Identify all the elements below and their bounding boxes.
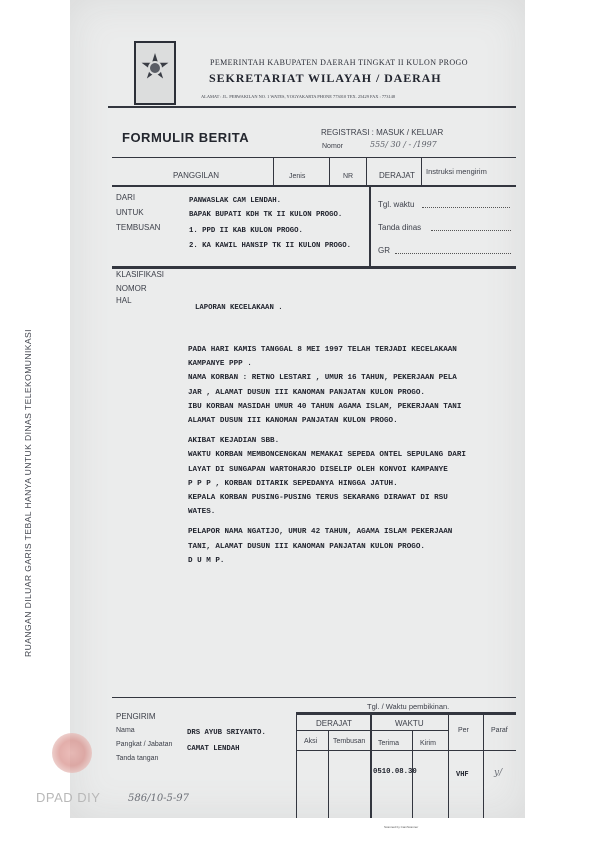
tembusan-header: Tembusan <box>333 738 366 745</box>
message-line: ALAMAT DUSUN III KANOMAN PANJATAN KULON PROGO. <box>188 417 398 426</box>
hal-value: LAPORAN KECELAKAAN . <box>195 304 283 312</box>
registrasi-label: REGISTRASI : MASUK / KELUAR <box>321 128 444 137</box>
handwritten-date: 586/10-5-97 <box>128 793 190 804</box>
message-line: AKIBAT KEJADIAN SBB. <box>188 437 280 446</box>
nomor-label: Nomor <box>322 143 344 150</box>
paraf-value: y/ <box>494 768 503 778</box>
tgl-waktu-label: Tgl. waktu <box>378 200 415 209</box>
col-nr: NR <box>343 173 354 180</box>
message-line: WATES. <box>188 508 216 517</box>
sender-position: CAMAT LENDAH <box>187 745 240 753</box>
nama-label: Nama <box>116 727 135 734</box>
tembusan-item-1: 1. PPD II KAB KULON PROGO. <box>189 227 303 235</box>
col-panggilan: PANGGILAN <box>173 171 220 180</box>
col-derajat: DERAJAT <box>379 171 415 180</box>
watermark: DPAD DIY <box>36 790 101 805</box>
terima-header: Terima <box>378 740 400 747</box>
message-line: LAYAT DI SUNGAPAN WARTOHARJO DISELIP OLEH KONVOI KAMPANYE <box>188 465 448 474</box>
kirim-header: Kirim <box>420 740 436 747</box>
regency-emblem-icon <box>134 41 176 105</box>
nomor-value: 555/ 30 / - /1997 <box>370 140 437 149</box>
message-line: D U M P. <box>188 556 225 565</box>
derajat-header: DERAJAT <box>316 719 352 728</box>
waktu-header: WAKTU <box>395 719 424 728</box>
message-line: IBU KORBAN MASIDAH UMUR 40 TAHUN AGAMA ISLAM, PEKERJAAN TANI <box>188 402 462 411</box>
sender-name: DRS AYUB SRIYANTO. <box>187 729 266 737</box>
dari-value: PANWASLAK CAM LENDAH. <box>189 197 281 205</box>
message-line: KEPALA KORBAN PUSING-PUSING TERUS SEKARANG DIRAWAT DI RSU <box>188 494 448 503</box>
pangkat-label: Pangkat / Jabatan <box>116 741 173 748</box>
message-line: PADA HARI KAMIS TANGGAL 8 MEI 1997 TELAH TERJADI KECELAKAAN <box>188 346 457 354</box>
message-line: TANI, ALAMAT DUSUN III KANOMAN PANJATAN KULON PROGO. <box>188 542 425 551</box>
message-line: P P P , KORBAN DITARIK SEPEDANYA HINGGA JATUH. <box>188 479 398 488</box>
tembusan-label: TEMBUSAN <box>116 223 161 232</box>
aksi-header: Aksi <box>304 738 318 745</box>
scan-caption: Scanned by CamScanner <box>384 825 419 829</box>
untuk-value: BAPAK BUPATI KDH TK II KULON PROGO. <box>189 211 343 219</box>
hal-label: HAL <box>116 296 132 305</box>
nomor-meta-label: NOMOR <box>116 284 147 293</box>
secretariat-name: SEKRETARIAT WILAYAH / DAERAH <box>209 71 442 85</box>
archive-stamp-icon <box>52 733 92 773</box>
untuk-label: UNTUK <box>116 208 144 217</box>
message-body <box>188 343 508 568</box>
message-line: NAMA KORBAN : RETNO LESTARI , UMUR 16 TAHUN, PEKERJAAN PELA <box>188 374 457 383</box>
message-line: JAR , ALAMAT DUSUN III KANOMAN PANJATAN KULON PROGO. <box>188 388 425 397</box>
dari-label: DARI <box>116 193 136 202</box>
tembusan-item-2: 2. KA KAWIL HANSIP TK II KULON PROGO. <box>189 242 352 250</box>
col-jenis: Jenis <box>289 173 306 180</box>
paraf-header: Paraf <box>491 727 508 734</box>
col-instruksi: Instruksi mengirim <box>426 167 487 176</box>
agency-name: PEMERINTAH KABUPATEN DAERAH TINGKAT II KULON PROGO <box>210 58 468 67</box>
gr-label: GR <box>378 246 390 255</box>
form-sheet <box>70 0 525 818</box>
terima-value: 0510.08.30 <box>373 768 417 776</box>
tanda-dinas-label: Tanda dinas <box>378 223 422 232</box>
tanda-tangan-label: Tanda tangan <box>116 755 159 762</box>
per-header: Per <box>458 727 469 734</box>
message-line: KAMPANYE PPP . <box>188 360 252 369</box>
tgl-waktu-pembikinan: Tgl. / Waktu pembikinan. <box>367 702 450 711</box>
form-title: FORMULIR BERITA <box>122 130 250 145</box>
pengirim-label: PENGIRIM <box>116 712 156 721</box>
message-line: PELAPOR NAMA NGATIJO, UMUR 42 TAHUN, AGAMA ISLAM PEKERJAAN <box>188 528 453 537</box>
per-value: VHF <box>456 771 469 779</box>
message-line: WAKTU KORBAN MEMBONCENGKAN MEMAKAI SEPEDA ONTEL SEPULANG DARI <box>188 451 466 460</box>
agency-address: ALAMAT : JL. PERWAKILAN NO. 1 WATES, YOGYAKARTA PHONE 773010 TEX. 25429 FAX : 773148 <box>201 94 396 99</box>
klasifikasi-label: KLASIFIKASI <box>116 270 165 279</box>
